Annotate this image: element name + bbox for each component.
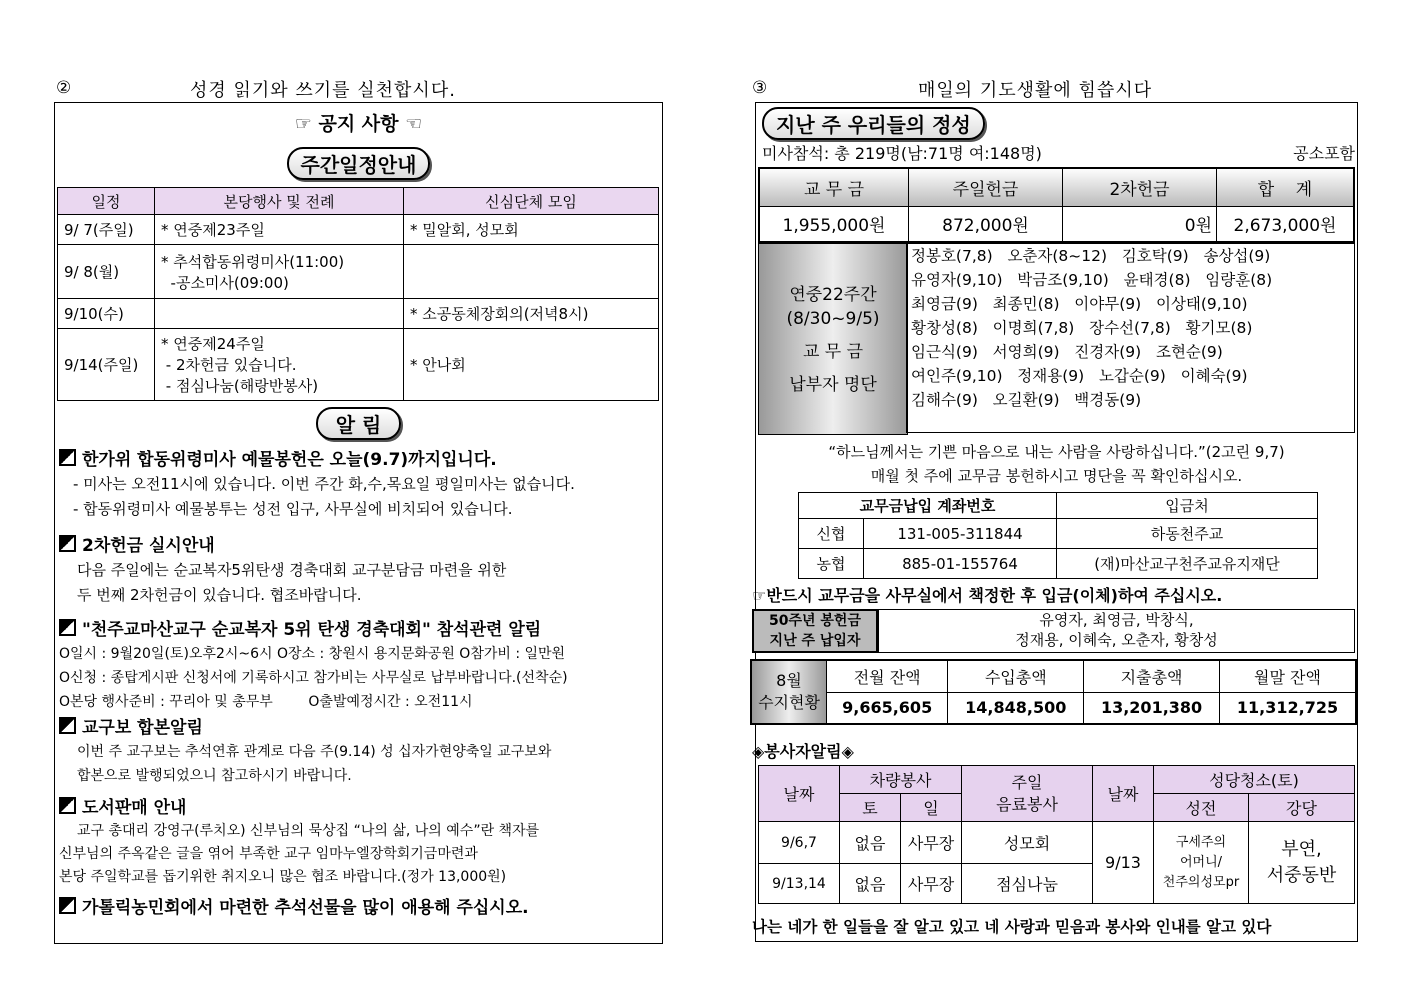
section-line: 신부님의 주옥같은 글을 엮어 부족한 교구 임마누엘장학회기금마련과 xyxy=(59,846,478,862)
volunteer-sun: 사무장 xyxy=(901,864,962,904)
page-header-right: 매일의 기도생활에 힘씁시다 xyxy=(918,80,1153,101)
offering-header: 교 무 금 xyxy=(759,168,909,206)
table-row xyxy=(799,549,1318,579)
finance-header: 전월 잔액 xyxy=(827,660,948,692)
table-row xyxy=(58,329,659,401)
volunteer-sat: 없음 xyxy=(840,822,901,864)
schedule-date: 9/14(주일) xyxy=(58,329,155,401)
schedule-group: * 안나회 xyxy=(404,329,659,401)
schedule-event-line: - 점심나눔(해랑반봉사) xyxy=(161,377,319,395)
notice-section xyxy=(59,793,659,886)
section-line: 이번 주 교구보는 추석연휴 관계로 다음 주(9.14) 성 십자가현양축일 교구보와 xyxy=(77,744,552,760)
donor-list xyxy=(906,243,1355,433)
account-header: 입금처 xyxy=(1057,493,1318,519)
section-title: 가톨릭농민회에서 마련한 추석선물을 많이 애용해 주십시오. xyxy=(82,898,529,918)
table-row xyxy=(799,519,1318,549)
volunteer-date: 9/6,7 xyxy=(759,822,840,864)
finance-label-line: 8월 xyxy=(776,671,802,690)
volunteer-header-drink-line: 음료봉사 xyxy=(996,794,1058,814)
account-notice: ☞반드시 교무금을 사무실에서 책정한 후 입금(이체)하여 주십시오. xyxy=(752,586,1223,605)
table-row xyxy=(58,299,659,329)
account-number: 131-005-311844 xyxy=(864,519,1057,549)
volunteer-sun: 사무장 xyxy=(901,822,962,864)
notice-section xyxy=(59,713,659,785)
volunteer-header-sat: 토 xyxy=(840,794,901,822)
volunteer-sanctuary-line: 구세주의 xyxy=(1175,834,1227,850)
section-title: "천주교마산교구 순교복자 5위 탄생 경축대회" 참석관련 알림 xyxy=(82,620,542,640)
finance-header: 월말 잔액 xyxy=(1219,660,1356,692)
donor-line: 유영자(9,10) 박금조(9,10) 윤태경(8) 임량훈(8) xyxy=(911,271,1273,289)
volunteer-title: ◈봉사자알림◈ xyxy=(752,742,854,761)
notice-title: ☞ 공지 사항 ☜ xyxy=(294,113,423,135)
offering-header: 2차헌금 xyxy=(1063,168,1217,206)
donor-line: 정봉호(7,8) 오춘자(8~12) 김호탁(9) 송상섭(9) xyxy=(911,247,1271,265)
checkbox-square-icon xyxy=(59,897,76,914)
schedule-date: 9/10(수) xyxy=(58,299,155,329)
donor-label xyxy=(758,243,908,435)
schedule-event xyxy=(155,299,404,329)
schedule-header-date: 일정 xyxy=(58,188,155,215)
attendance-text: 미사참석: 총 219명(남:71명 여:148명) xyxy=(762,144,1042,163)
volunteer-header-car: 차량봉사 xyxy=(840,766,962,794)
schedule-event xyxy=(155,329,404,401)
volunteer-header-date2: 날짜 xyxy=(1093,766,1154,822)
section-line: 교구 총대리 강영구(루치오) 신부님의 묵상집 “나의 삶, 나의 예수”란 책자를 xyxy=(77,823,540,839)
checkbox-square-icon xyxy=(59,717,76,734)
schedule-event xyxy=(155,245,404,299)
schedule-event-line: -공소미사(09:00) xyxy=(161,273,289,292)
schedule-table xyxy=(57,187,659,401)
offering-table xyxy=(758,167,1355,243)
donor-line: 최영금(9) 최종민(8) 이야무(9) 이상태(9,10) xyxy=(911,295,1248,313)
section-title: 도서판매 안내 xyxy=(82,798,187,818)
donor-line: 임근식(9) 서영희(9) 진경자(9) 조현순(9) xyxy=(911,343,1223,361)
finance-value: 9,665,605 xyxy=(827,692,948,724)
footer-quote: 나는 네가 한 일들을 잘 알고 있고 네 사랑과 믿음과 봉사와 인내를 알고 있다 xyxy=(752,918,1272,936)
volunteer-date2: 9/13 xyxy=(1093,822,1154,904)
account-number: 885-01-155764 xyxy=(864,549,1057,579)
finance-header: 지출총액 xyxy=(1084,660,1220,692)
account-holder: (재)마산교구천주교유지재단 xyxy=(1057,549,1318,579)
volunteer-hall-line: 부연, xyxy=(1281,838,1322,860)
schedule-group xyxy=(404,245,659,299)
volunteer-header-sanctuary: 성전 xyxy=(1154,794,1249,822)
section-line: 본당 주일학교를 돕기위한 취지오니 많은 협조 바랍니다.(정가 13,000원) xyxy=(59,869,507,885)
bible-quote: “하느님께서는 기쁜 마음으로 내는 사람을 사랑하십니다.”(2고린 9,7) xyxy=(828,443,1285,461)
anniversary-name-line: 유영자, 최영금, 박창식, xyxy=(1039,611,1194,629)
finance-header: 수입총액 xyxy=(948,660,1084,692)
volunteer-drink: 성모회 xyxy=(962,822,1093,864)
notice-section xyxy=(59,531,659,605)
volunteer-header-date: 날짜 xyxy=(759,766,840,822)
volunteer-header-drink-line: 주일 xyxy=(1011,772,1043,792)
monthly-reminder: 매월 첫 주에 교무금 봉헌하시고 명단을 꼭 확인하십시오. xyxy=(870,467,1243,485)
donor-line: 여인주(9,10) 정재용(9) 노갑순(9) 이혜숙(9) xyxy=(911,367,1248,385)
section-line: 다음 주일에는 순교복자5위탄생 경축대회 교구분담금 마련을 위한 xyxy=(77,561,507,579)
finance-value: 14,848,500 xyxy=(948,692,1084,724)
donor-label-line: (8/30~9/5) xyxy=(786,309,880,329)
donor-line: 황창성(8) 이명희(7,8) 장수선(7,8) 황기모(8) xyxy=(911,319,1253,337)
anniversary-names xyxy=(878,609,1355,653)
table-row xyxy=(58,215,659,245)
volunteer-sanctuary-line: 어머니/ xyxy=(1179,854,1223,870)
page-number-left: ② xyxy=(56,78,72,98)
table-row xyxy=(759,822,1355,864)
schedule-event-line: * 연중제24주일 xyxy=(161,335,265,353)
volunteer-sanctuary xyxy=(1154,822,1249,904)
checkbox-square-icon xyxy=(59,449,76,466)
notice-section xyxy=(59,893,659,918)
finance-value: 13,201,380 xyxy=(1084,692,1220,724)
donor-label-line: 연중22주간 xyxy=(789,285,877,305)
checkbox-square-icon xyxy=(59,797,76,814)
volunteer-date: 9/13,14 xyxy=(759,864,840,904)
offering-value: 1,955,000원 xyxy=(759,206,909,242)
section-title: 한가위 합동위령미사 예물봉헌은 오늘(9.7)까지입니다. xyxy=(82,450,497,470)
section-title: 2차헌금 실시안내 xyxy=(82,536,215,556)
finance-label-line: 수지현황 xyxy=(758,693,820,712)
account-header: 교무금납입 계좌번호 xyxy=(799,493,1057,519)
donor-line: 김해수(9) 오길환(9) 백경동(9) xyxy=(911,391,1142,409)
offering-title: 지난 주 우리들의 정성 xyxy=(762,107,985,140)
schedule-group: * 소공동체장회의(저녁8시) xyxy=(404,299,659,329)
volunteer-sat: 없음 xyxy=(840,864,901,904)
schedule-header-event: 본당행사 및 전례 xyxy=(155,188,404,215)
schedule-date: 9/ 8(월) xyxy=(58,245,155,299)
alert-title: 알 림 xyxy=(316,407,402,440)
left-panel xyxy=(54,102,663,944)
section-line: 두 번째 2차헌금이 있습니다. 협조바랍니다. xyxy=(77,586,362,604)
schedule-header-group: 신심단체 모임 xyxy=(404,188,659,215)
checkbox-square-icon xyxy=(59,619,76,636)
volunteer-header-drink xyxy=(962,766,1093,822)
offering-header: 합 계 xyxy=(1217,168,1355,206)
page-number-right: ③ xyxy=(752,78,768,98)
checkbox-square-icon xyxy=(59,535,76,552)
volunteer-drink: 점심나눔 xyxy=(962,864,1093,904)
donor-label-line: 교 무 금 xyxy=(802,342,864,362)
section-line: - 합동위령미사 예물봉투는 성전 입구, 사무실에 비치되어 있습니다. xyxy=(73,500,513,518)
section-line: 합본으로 발행되었으니 참고하시기 바랍니다. xyxy=(77,768,352,784)
table-row xyxy=(58,245,659,299)
account-table xyxy=(798,492,1318,579)
section-line: O신청 : 종탑게시판 신청서에 기록하시고 참가비는 사무실로 납부바랍니다.(선착순) xyxy=(59,670,568,686)
volunteer-hall xyxy=(1249,822,1355,904)
account-bank: 신협 xyxy=(799,519,864,549)
volunteer-header-sun: 일 xyxy=(901,794,962,822)
offering-value: 2,673,000원 xyxy=(1217,206,1355,242)
section-line: - 미사는 오전11시에 있습니다. 이번 주간 화,수,목요일 평일미사는 없습니다. xyxy=(73,475,575,493)
account-holder: 하동천주교 xyxy=(1057,519,1318,549)
offering-value: 872,000원 xyxy=(909,206,1063,242)
finance-value: 11,312,725 xyxy=(1219,692,1356,724)
finance-label xyxy=(751,660,827,724)
attendance-note: 공소포함 xyxy=(1293,144,1355,163)
schedule-date: 9/ 7(주일) xyxy=(58,215,155,245)
volunteer-header-clean: 성당청소(토) xyxy=(1154,766,1355,794)
volunteer-hall-line: 서중동반 xyxy=(1266,864,1337,886)
weekly-schedule-title: 주간일정안내 xyxy=(287,147,431,180)
section-title: 교구보 합본알림 xyxy=(82,718,203,738)
volunteer-table xyxy=(758,765,1355,904)
page-header-left: 성경 읽기와 쓰기를 실천합시다. xyxy=(190,80,456,101)
anniversary-label xyxy=(752,609,878,653)
schedule-group: * 밀알회, 성모회 xyxy=(404,215,659,245)
volunteer-header-hall: 강당 xyxy=(1249,794,1355,822)
schedule-event-line: * 추석합동위령미사(11:00) xyxy=(161,252,345,271)
schedule-event: * 연중제23주일 xyxy=(155,215,404,245)
offering-header: 주일헌금 xyxy=(909,168,1063,206)
donor-label-line: 납부자 명단 xyxy=(789,375,877,395)
notice-section xyxy=(59,615,659,711)
anniversary-label-line: 지난 주 납입자 xyxy=(769,633,861,649)
notice-section xyxy=(59,445,659,519)
schedule-event-line: - 2차헌금 있습니다. xyxy=(161,356,297,374)
volunteer-sanctuary-line: 천주의성모pr xyxy=(1162,874,1240,890)
section-line: O일시 : 9월20일(토)오후2시~6시 O장소 : 창원시 용지문화공원 O참가비 : 일만원 xyxy=(59,646,566,662)
offering-value: 0원 xyxy=(1063,206,1217,242)
anniversary-name-line: 정재용, 이혜숙, 오춘자, 황창성 xyxy=(1015,631,1218,649)
section-line: O본당 행사준비 : 꾸리아 및 총무부 O출발예정시간 : 오전11시 xyxy=(59,694,473,710)
right-panel xyxy=(752,102,1358,942)
anniversary-label-line: 50주년 봉헌금 xyxy=(769,613,861,629)
finance-table xyxy=(750,659,1357,725)
account-bank: 농협 xyxy=(799,549,864,579)
